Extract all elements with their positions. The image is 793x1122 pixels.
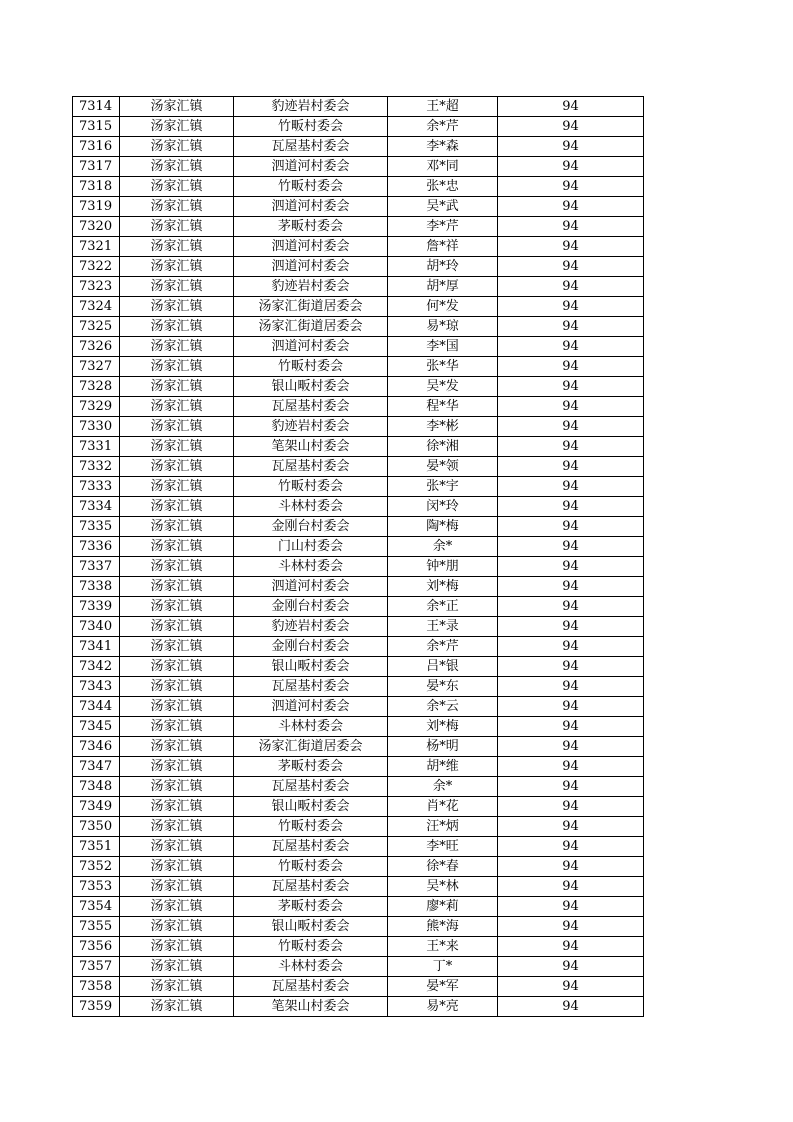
- row-number-cell: 7342: [73, 657, 120, 677]
- value-cell: 94: [498, 877, 644, 897]
- town-cell: 汤家汇镇: [120, 177, 234, 197]
- value-cell: 94: [498, 137, 644, 157]
- town-cell: 汤家汇镇: [120, 297, 234, 317]
- committee-cell: 斗林村委会: [234, 557, 388, 577]
- town-cell: 汤家汇镇: [120, 537, 234, 557]
- row-number-cell: 7346: [73, 737, 120, 757]
- row-number-cell: 7348: [73, 777, 120, 797]
- value-cell: 94: [498, 257, 644, 277]
- committee-cell: 斗林村委会: [234, 497, 388, 517]
- row-number-cell: 7357: [73, 957, 120, 977]
- row-number-cell: 7356: [73, 937, 120, 957]
- town-cell: 汤家汇镇: [120, 657, 234, 677]
- town-cell: 汤家汇镇: [120, 597, 234, 617]
- row-number-cell: 7324: [73, 297, 120, 317]
- committee-cell: 豹迹岩村委会: [234, 97, 388, 117]
- committee-cell: 汤家汇街道居委会: [234, 737, 388, 757]
- value-cell: 94: [498, 477, 644, 497]
- name-cell: 李*森: [388, 137, 498, 157]
- row-number-cell: 7337: [73, 557, 120, 577]
- row-number-cell: 7317: [73, 157, 120, 177]
- table-row: [73, 837, 644, 857]
- row-number-cell: 7316: [73, 137, 120, 157]
- value-cell: 94: [498, 977, 644, 997]
- town-cell: 汤家汇镇: [120, 317, 234, 337]
- table-row: [73, 117, 644, 137]
- name-cell: 余*芹: [388, 637, 498, 657]
- table-row: [73, 137, 644, 157]
- committee-cell: 泗道河村委会: [234, 697, 388, 717]
- name-cell: 王*超: [388, 97, 498, 117]
- committee-cell: 斗林村委会: [234, 957, 388, 977]
- row-number-cell: 7331: [73, 437, 120, 457]
- value-cell: 94: [498, 897, 644, 917]
- value-cell: 94: [498, 157, 644, 177]
- town-cell: 汤家汇镇: [120, 577, 234, 597]
- value-cell: 94: [498, 377, 644, 397]
- committee-cell: 豹迹岩村委会: [234, 617, 388, 637]
- table-row: [73, 657, 644, 677]
- row-number-cell: 7358: [73, 977, 120, 997]
- name-cell: 徐*湘: [388, 437, 498, 457]
- table-row: [73, 817, 644, 837]
- name-cell: 丁*: [388, 957, 498, 977]
- committee-cell: 泗道河村委会: [234, 577, 388, 597]
- name-cell: 王*来: [388, 937, 498, 957]
- row-number-cell: 7351: [73, 837, 120, 857]
- committee-cell: 笔架山村委会: [234, 437, 388, 457]
- town-cell: 汤家汇镇: [120, 497, 234, 517]
- committee-cell: 竹畈村委会: [234, 477, 388, 497]
- row-number-cell: 7334: [73, 497, 120, 517]
- committee-cell: 竹畈村委会: [234, 117, 388, 137]
- name-cell: 汪*炳: [388, 817, 498, 837]
- name-cell: 吴*武: [388, 197, 498, 217]
- name-cell: 李*国: [388, 337, 498, 357]
- name-cell: 余*云: [388, 697, 498, 717]
- table-row: [73, 337, 644, 357]
- name-cell: 邓*同: [388, 157, 498, 177]
- committee-cell: 汤家汇街道居委会: [234, 317, 388, 337]
- committee-cell: 泗道河村委会: [234, 257, 388, 277]
- row-number-cell: 7320: [73, 217, 120, 237]
- committee-cell: 竹畈村委会: [234, 177, 388, 197]
- table-row: [73, 157, 644, 177]
- committee-cell: 茅畈村委会: [234, 757, 388, 777]
- row-number-cell: 7319: [73, 197, 120, 217]
- committee-cell: 茅畈村委会: [234, 897, 388, 917]
- town-cell: 汤家汇镇: [120, 157, 234, 177]
- table-row: [73, 177, 644, 197]
- table-body: [73, 97, 644, 1017]
- committee-cell: 瓦屋基村委会: [234, 457, 388, 477]
- town-cell: 汤家汇镇: [120, 957, 234, 977]
- name-cell: 李*旺: [388, 837, 498, 857]
- name-cell: 王*录: [388, 617, 498, 637]
- value-cell: 94: [498, 117, 644, 137]
- value-cell: 94: [498, 297, 644, 317]
- value-cell: 94: [498, 317, 644, 337]
- town-cell: 汤家汇镇: [120, 677, 234, 697]
- town-cell: 汤家汇镇: [120, 457, 234, 477]
- town-cell: 汤家汇镇: [120, 477, 234, 497]
- value-cell: 94: [498, 177, 644, 197]
- table-row: [73, 517, 644, 537]
- town-cell: 汤家汇镇: [120, 837, 234, 857]
- name-cell: 胡*玲: [388, 257, 498, 277]
- committee-cell: 银山畈村委会: [234, 377, 388, 397]
- town-cell: 汤家汇镇: [120, 237, 234, 257]
- value-cell: 94: [498, 537, 644, 557]
- value-cell: 94: [498, 917, 644, 937]
- town-cell: 汤家汇镇: [120, 857, 234, 877]
- town-cell: 汤家汇镇: [120, 797, 234, 817]
- value-cell: 94: [498, 757, 644, 777]
- value-cell: 94: [498, 197, 644, 217]
- row-number-cell: 7345: [73, 717, 120, 737]
- table-row: [73, 857, 644, 877]
- name-cell: 张*华: [388, 357, 498, 377]
- town-cell: 汤家汇镇: [120, 557, 234, 577]
- name-cell: 徐*春: [388, 857, 498, 877]
- data-table: [72, 96, 644, 1017]
- table-row: [73, 957, 644, 977]
- table-row: [73, 737, 644, 757]
- name-cell: 胡*维: [388, 757, 498, 777]
- name-cell: 熊*海: [388, 917, 498, 937]
- name-cell: 易*亮: [388, 997, 498, 1017]
- committee-cell: 瓦屋基村委会: [234, 977, 388, 997]
- value-cell: 94: [498, 637, 644, 657]
- committee-cell: 泗道河村委会: [234, 157, 388, 177]
- committee-cell: 竹畈村委会: [234, 937, 388, 957]
- table-row: [73, 577, 644, 597]
- town-cell: 汤家汇镇: [120, 817, 234, 837]
- table-row: [73, 217, 644, 237]
- committee-cell: 瓦屋基村委会: [234, 777, 388, 797]
- row-number-cell: 7340: [73, 617, 120, 637]
- name-cell: 胡*厚: [388, 277, 498, 297]
- row-number-cell: 7330: [73, 417, 120, 437]
- row-number-cell: 7333: [73, 477, 120, 497]
- value-cell: 94: [498, 417, 644, 437]
- row-number-cell: 7355: [73, 917, 120, 937]
- value-cell: 94: [498, 97, 644, 117]
- row-number-cell: 7321: [73, 237, 120, 257]
- committee-cell: 泗道河村委会: [234, 237, 388, 257]
- town-cell: 汤家汇镇: [120, 977, 234, 997]
- committee-cell: 竹畈村委会: [234, 817, 388, 837]
- row-number-cell: 7344: [73, 697, 120, 717]
- name-cell: 廖*莉: [388, 897, 498, 917]
- table-row: [73, 777, 644, 797]
- name-cell: 张*忠: [388, 177, 498, 197]
- value-cell: 94: [498, 677, 644, 697]
- table-row: [73, 377, 644, 397]
- value-cell: 94: [498, 217, 644, 237]
- committee-cell: 汤家汇街道居委会: [234, 297, 388, 317]
- name-cell: 程*华: [388, 397, 498, 417]
- table-row: [73, 197, 644, 217]
- table-row: [73, 437, 644, 457]
- value-cell: 94: [498, 857, 644, 877]
- town-cell: 汤家汇镇: [120, 97, 234, 117]
- table-row: [73, 477, 644, 497]
- town-cell: 汤家汇镇: [120, 357, 234, 377]
- name-cell: 吕*银: [388, 657, 498, 677]
- table-row: [73, 677, 644, 697]
- committee-cell: 竹畈村委会: [234, 357, 388, 377]
- committee-cell: 豹迹岩村委会: [234, 417, 388, 437]
- table-row: [73, 757, 644, 777]
- name-cell: 詹*祥: [388, 237, 498, 257]
- value-cell: 94: [498, 277, 644, 297]
- name-cell: 李*彬: [388, 417, 498, 437]
- table-row: [73, 877, 644, 897]
- row-number-cell: 7343: [73, 677, 120, 697]
- value-cell: 94: [498, 457, 644, 477]
- value-cell: 94: [498, 837, 644, 857]
- town-cell: 汤家汇镇: [120, 217, 234, 237]
- name-cell: 闵*玲: [388, 497, 498, 517]
- value-cell: 94: [498, 797, 644, 817]
- committee-cell: 泗道河村委会: [234, 337, 388, 357]
- committee-cell: 瓦屋基村委会: [234, 837, 388, 857]
- row-number-cell: 7347: [73, 757, 120, 777]
- town-cell: 汤家汇镇: [120, 337, 234, 357]
- row-number-cell: 7339: [73, 597, 120, 617]
- name-cell: 钟*朋: [388, 557, 498, 577]
- table-row: [73, 497, 644, 517]
- value-cell: 94: [498, 577, 644, 597]
- name-cell: 余*: [388, 537, 498, 557]
- row-number-cell: 7325: [73, 317, 120, 337]
- table-row: [73, 417, 644, 437]
- town-cell: 汤家汇镇: [120, 397, 234, 417]
- value-cell: 94: [498, 937, 644, 957]
- name-cell: 吴*发: [388, 377, 498, 397]
- row-number-cell: 7332: [73, 457, 120, 477]
- committee-cell: 门山村委会: [234, 537, 388, 557]
- value-cell: 94: [498, 617, 644, 637]
- town-cell: 汤家汇镇: [120, 717, 234, 737]
- row-number-cell: 7335: [73, 517, 120, 537]
- table-row: [73, 597, 644, 617]
- name-cell: 刘*梅: [388, 717, 498, 737]
- row-number-cell: 7341: [73, 637, 120, 657]
- row-number-cell: 7350: [73, 817, 120, 837]
- table-row: [73, 717, 644, 737]
- town-cell: 汤家汇镇: [120, 997, 234, 1017]
- committee-cell: 瓦屋基村委会: [234, 397, 388, 417]
- name-cell: 杨*明: [388, 737, 498, 757]
- name-cell: 李*芹: [388, 217, 498, 237]
- committee-cell: 竹畈村委会: [234, 857, 388, 877]
- row-number-cell: 7352: [73, 857, 120, 877]
- town-cell: 汤家汇镇: [120, 757, 234, 777]
- row-number-cell: 7315: [73, 117, 120, 137]
- town-cell: 汤家汇镇: [120, 437, 234, 457]
- table-row: [73, 257, 644, 277]
- value-cell: 94: [498, 357, 644, 377]
- town-cell: 汤家汇镇: [120, 737, 234, 757]
- table-row: [73, 617, 644, 637]
- row-number-cell: 7318: [73, 177, 120, 197]
- value-cell: 94: [498, 737, 644, 757]
- town-cell: 汤家汇镇: [120, 917, 234, 937]
- committee-cell: 金刚台村委会: [234, 517, 388, 537]
- value-cell: 94: [498, 397, 644, 417]
- table-row: [73, 937, 644, 957]
- value-cell: 94: [498, 337, 644, 357]
- row-number-cell: 7327: [73, 357, 120, 377]
- value-cell: 94: [498, 497, 644, 517]
- table-row: [73, 237, 644, 257]
- table-row: [73, 537, 644, 557]
- town-cell: 汤家汇镇: [120, 617, 234, 637]
- name-cell: 吴*林: [388, 877, 498, 897]
- town-cell: 汤家汇镇: [120, 637, 234, 657]
- town-cell: 汤家汇镇: [120, 937, 234, 957]
- name-cell: 何*发: [388, 297, 498, 317]
- value-cell: 94: [498, 657, 644, 677]
- name-cell: 余*: [388, 777, 498, 797]
- table-row: [73, 97, 644, 117]
- committee-cell: 瓦屋基村委会: [234, 137, 388, 157]
- table-row: [73, 297, 644, 317]
- committee-cell: 银山畈村委会: [234, 657, 388, 677]
- table-row: [73, 397, 644, 417]
- table-row: [73, 317, 644, 337]
- row-number-cell: 7329: [73, 397, 120, 417]
- row-number-cell: 7314: [73, 97, 120, 117]
- row-number-cell: 7326: [73, 337, 120, 357]
- town-cell: 汤家汇镇: [120, 377, 234, 397]
- town-cell: 汤家汇镇: [120, 197, 234, 217]
- row-number-cell: 7323: [73, 277, 120, 297]
- value-cell: 94: [498, 437, 644, 457]
- name-cell: 晏*军: [388, 977, 498, 997]
- name-cell: 余*正: [388, 597, 498, 617]
- row-number-cell: 7336: [73, 537, 120, 557]
- table-row: [73, 997, 644, 1017]
- value-cell: 94: [498, 777, 644, 797]
- table-row: [73, 897, 644, 917]
- committee-cell: 瓦屋基村委会: [234, 677, 388, 697]
- name-cell: 张*宇: [388, 477, 498, 497]
- table-row: [73, 557, 644, 577]
- name-cell: 晏*东: [388, 677, 498, 697]
- name-cell: 肖*花: [388, 797, 498, 817]
- table-row: [73, 977, 644, 997]
- committee-cell: 笔架山村委会: [234, 997, 388, 1017]
- row-number-cell: 7359: [73, 997, 120, 1017]
- town-cell: 汤家汇镇: [120, 137, 234, 157]
- value-cell: 94: [498, 997, 644, 1017]
- town-cell: 汤家汇镇: [120, 697, 234, 717]
- table-row: [73, 797, 644, 817]
- table-row: [73, 917, 644, 937]
- town-cell: 汤家汇镇: [120, 417, 234, 437]
- value-cell: 94: [498, 237, 644, 257]
- value-cell: 94: [498, 817, 644, 837]
- value-cell: 94: [498, 957, 644, 977]
- table-row: [73, 277, 644, 297]
- value-cell: 94: [498, 717, 644, 737]
- name-cell: 陶*梅: [388, 517, 498, 537]
- table-row: [73, 357, 644, 377]
- value-cell: 94: [498, 597, 644, 617]
- committee-cell: 银山畈村委会: [234, 797, 388, 817]
- committee-cell: 泗道河村委会: [234, 197, 388, 217]
- town-cell: 汤家汇镇: [120, 777, 234, 797]
- committee-cell: 金刚台村委会: [234, 637, 388, 657]
- row-number-cell: 7322: [73, 257, 120, 277]
- committee-cell: 茅畈村委会: [234, 217, 388, 237]
- committee-cell: 斗林村委会: [234, 717, 388, 737]
- name-cell: 余*芹: [388, 117, 498, 137]
- town-cell: 汤家汇镇: [120, 897, 234, 917]
- town-cell: 汤家汇镇: [120, 277, 234, 297]
- table-row: [73, 457, 644, 477]
- committee-cell: 豹迹岩村委会: [234, 277, 388, 297]
- row-number-cell: 7349: [73, 797, 120, 817]
- town-cell: 汤家汇镇: [120, 517, 234, 537]
- committee-cell: 银山畈村委会: [234, 917, 388, 937]
- row-number-cell: 7328: [73, 377, 120, 397]
- name-cell: 刘*梅: [388, 577, 498, 597]
- value-cell: 94: [498, 697, 644, 717]
- row-number-cell: 7353: [73, 877, 120, 897]
- town-cell: 汤家汇镇: [120, 877, 234, 897]
- committee-cell: 金刚台村委会: [234, 597, 388, 617]
- table-row: [73, 697, 644, 717]
- town-cell: 汤家汇镇: [120, 257, 234, 277]
- town-cell: 汤家汇镇: [120, 117, 234, 137]
- committee-cell: 瓦屋基村委会: [234, 877, 388, 897]
- name-cell: 晏*领: [388, 457, 498, 477]
- name-cell: 易*琼: [388, 317, 498, 337]
- table-row: [73, 637, 644, 657]
- row-number-cell: 7338: [73, 577, 120, 597]
- value-cell: 94: [498, 517, 644, 537]
- value-cell: 94: [498, 557, 644, 577]
- row-number-cell: 7354: [73, 897, 120, 917]
